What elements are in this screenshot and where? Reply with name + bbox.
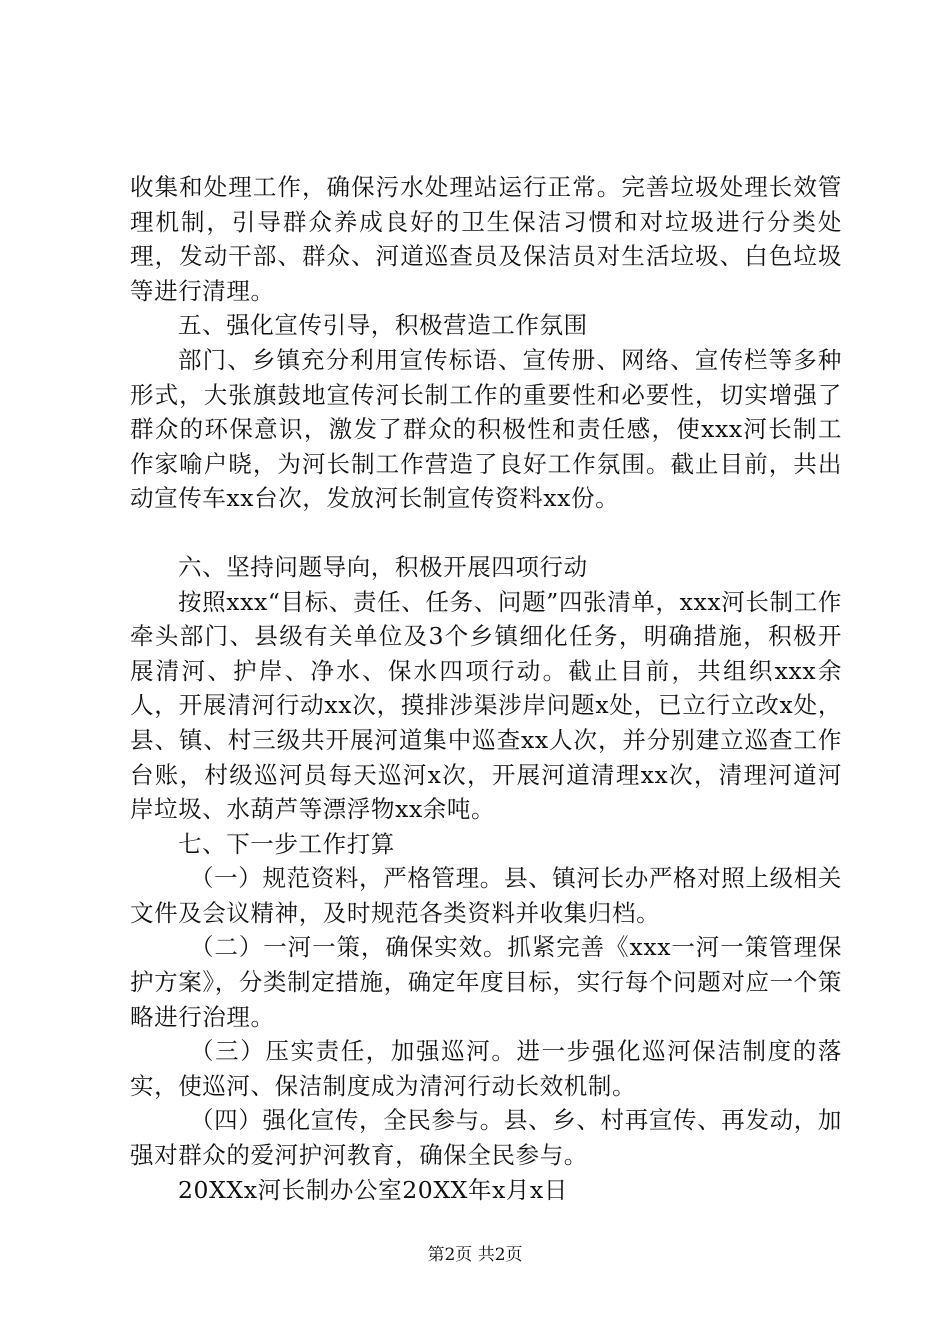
section-heading-7: 七、下一步工作打算 (178, 829, 395, 858)
document-body (130, 170, 842, 1207)
page-number-footer: 第2页 共2页 (427, 1245, 523, 1265)
paragraph-continuation: 收集和处理工作，确保污水处理站运行正常。完善垃圾处理长效管理机制，引导群众养成良好的卫生保洁习惯和对垃圾进行分类处理，发动干部、群众、河道巡查员及保洁员对生活垃圾、白色垃圾等进行清理。 (130, 173, 842, 305)
paragraph-publicity: 部门、乡镇充分利用宣传标语、宣传册、网络、宣传栏等多种形式，大张旗鼓地宣传河长制工作的重要性和必要性，切实增强了群众的环保意识，激发了群众的积极性和责任感，使xxx河长制工作家喻户晓，为河长制工作营造了良好工作氛围。截止目前，共出动宣传车xx台次，发放河长制宣传资料xx份。 (130, 345, 842, 513)
paragraph-plan-1: （一）规范资料，严格管理。县、镇河长办严格对照上级相关文件及会议精神，及时规范各类资料并收集归档。 (130, 864, 842, 927)
signature-line: 20XXx河长制办公室20XX年x月x日 (178, 1175, 568, 1204)
paragraph-plan-3: （三）压实责任，加强巡河。进一步强化巡河保洁制度的落实，使巡河、保洁制度成为清河行动长效机制。 (130, 1037, 842, 1100)
section-heading-6: 六、坚持问题导向，积极开展四项行动 (178, 552, 588, 581)
section-heading-5: 五、强化宣传引导，积极营造工作氛围 (178, 311, 588, 340)
paragraph-four-actions: 按照xxx“目标、责任、任务、问题”四张清单，xxx河长制工作牵头部门、县级有关单位及3个乡镇细化任务，明确措施，积极开展清河、护岸、净水、保水四项行动。截止目前，共组织xxx余人，开展清河行动xx次，摸排涉渠涉岸问题x处，已立行立改x处，县、镇、村三级共开展河道集中巡查xx人次，并分别建立巡查工作台账，村级巡河员每天巡河x次，开展河道清理xx次，清理河道河岸垃圾、水葫芦等漂浮物xx余吨。 (130, 587, 842, 824)
paragraph-plan-4: （四）强化宣传，全民参与。县、乡、村再宣传、再发动，加强对群众的爱河护河教育，确保全民参与。 (130, 1106, 842, 1170)
paragraph-plan-2: （二）一河一策，确保实效。抓紧完善《xxx一河一策管理保护方案》，分类制定措施，确定年度目标，实行每个问题对应一个策略进行治理。 (130, 933, 842, 1031)
